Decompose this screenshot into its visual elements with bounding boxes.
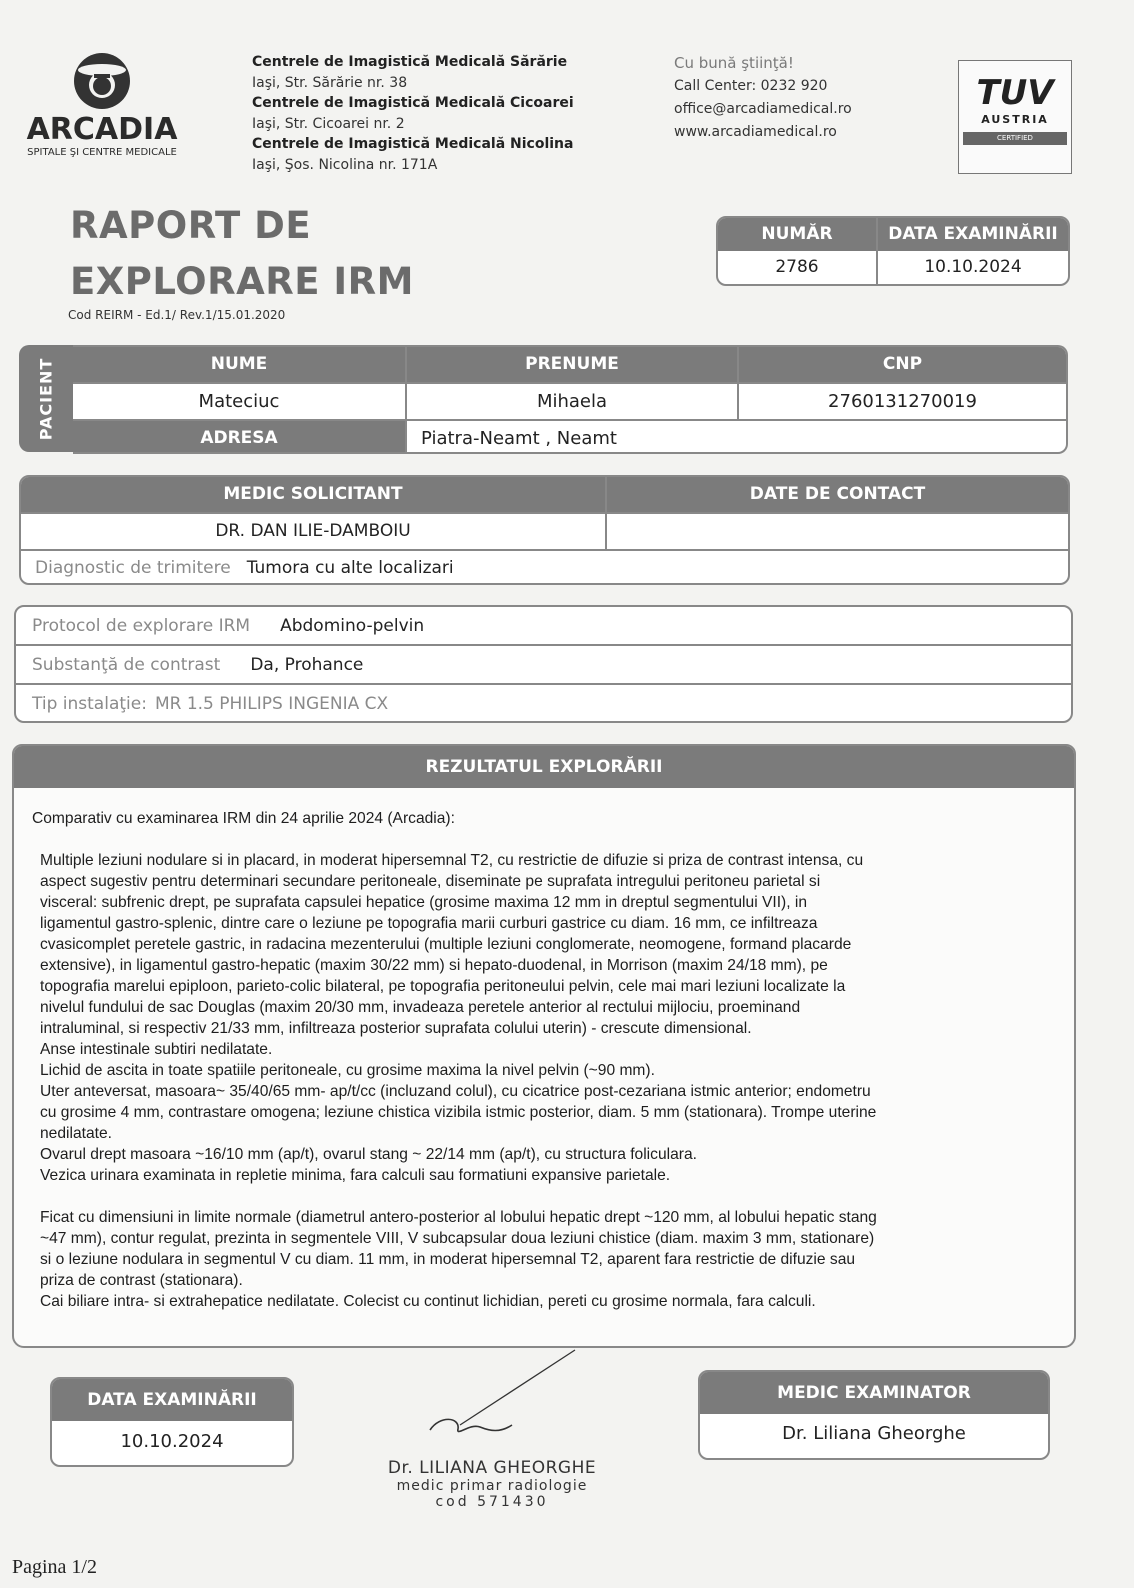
medic-examinator-value: Dr. Liliana Gheorghe (782, 1423, 966, 1444)
protocol-table (14, 605, 1073, 723)
installation-label: Tip instalaţie: (32, 693, 147, 714)
result-line: Multiple leziuni nodulare si in placard, in moderat hipersemnal T2, cu restrictie de difuzie si priza de contrast intensa, cu (40, 852, 864, 869)
medic-solicitant-table (19, 475, 1070, 585)
tuv-mark: TUV (976, 73, 1054, 113)
result-line: Uter anteversat, masoara~ 35/40/65 mm- ap/t/cc (incluzand colul), cu cicatrice post-cezariana istmic anterior; endometru (40, 1083, 871, 1100)
result-line: ligamentul gastro-splenic, dintre care o leziune pe topografia marii curburi gastrice cu diam. 16 mm, ce infiltreaza (40, 915, 818, 932)
nume-header: NUME (73, 347, 407, 382)
result-section (12, 744, 1076, 1348)
cnp-value: 2760131270019 (828, 391, 977, 412)
doctor-stamp (382, 1458, 602, 1510)
stamp-title: medic primar radiologie (396, 1478, 588, 1494)
diagnostic-label: Diagnostic de trimitere (35, 558, 231, 578)
report-title-line1: RAPORT DE (70, 204, 312, 247)
logo-subtitle: SPITALE ŞI CENTRE MEDICALE (27, 147, 177, 158)
footer-date-box (50, 1377, 294, 1467)
result-paragraph-1 (32, 850, 1056, 1186)
installation-value: MR 1.5 PHILIPS INGENIA CX (154, 693, 389, 714)
medic-solicitant-header: MEDIC SOLICITANT (21, 477, 607, 512)
result-line: cu grosime 4 mm, contrastare omogena; leziune chistica vizibila istmic posterior, diam. 5 mm (stationara). Trompe uterine (40, 1104, 877, 1121)
medic-solicitant-value: DR. DAN ILIE-DAMBOIU (21, 514, 607, 549)
page-number: Pagina 1/2 (12, 1556, 97, 1578)
result-paragraph-2 (32, 1207, 1056, 1312)
report-title-line2: EXPLORARE IRM (70, 260, 414, 303)
result-line: nedilatate. (40, 1125, 112, 1142)
data-examinarii-header: DATA EXAMINĂRII (878, 218, 1068, 251)
date-contact-header: DATE DE CONTACT (607, 477, 1068, 512)
footer-date-header: DATA EXAMINĂRII (52, 1379, 292, 1421)
result-line: priza de contrast (stationara). (40, 1272, 243, 1289)
adresa-value: Piatra-Neamt , Neamt (421, 428, 617, 449)
result-line: cvasicomplet peretele gastric, in radacina mezenterului (multiple leziuni conglomerate, neomogene, formand placarde (40, 936, 852, 953)
center-address: Iaşi, Şos. Nicolina nr. 171A (252, 156, 438, 173)
result-line: nivelul fundului de sac Douglas (maxim 20/30 mm, invadeaza peretele anterior al rectului mijlociu, proeminand (40, 999, 801, 1016)
center-name: Centrele de Imagistică Medicală Nicolina (252, 136, 574, 152)
stamp-name: Dr. LILIANA GHEORGHE (387, 1458, 597, 1478)
result-line: Cai biliare intra- si extrahepatice nedilatate. Colecist cu continut lichidian, pereti cu grosime normala, fara calculi. (40, 1293, 816, 1310)
cnp-header: CNP (739, 347, 1066, 382)
footer-date-value: 10.10.2024 (120, 1431, 224, 1452)
centers-list (252, 52, 652, 175)
protocol-row (16, 607, 1071, 644)
contact-info (674, 52, 934, 144)
result-line: visceral: subfrenic drept, pe suprafata capsulei hepatice (grosime maxima 12 mm in dreptul segmentului VII), in (40, 894, 808, 911)
result-line: Ovarul drept masoara ~16/10 mm (ap/t), ovarul stang ~ 22/14 mm (ap/t), cu structura foliculara. (40, 1146, 697, 1163)
numar-header: NUMĂR (718, 218, 878, 251)
result-intro: Comparativ cu examinarea IRM din 24 aprilie 2024 (Arcadia): (32, 810, 455, 827)
diagnostic-row (21, 549, 1068, 585)
medic-examinator-header: MEDIC EXAMINATOR (700, 1372, 1048, 1414)
result-line: Ficat cu dimensiuni in limite normale (diametrul antero-posterior al lobului hepatic drept ~120 mm, al lobului hepatic stang (40, 1209, 877, 1226)
patient-side-text: PACIENT (36, 357, 56, 440)
diagnostic-value: Tumora cu alte localizari (246, 558, 454, 578)
prenume-header: PRENUME (407, 347, 739, 382)
result-line: extensive), in ligamentul gastro-hepatic (maxim 30/22 mm) si hepato-duodenal, in Morrison (maxim 24/18 mm), pe (40, 957, 828, 974)
arcadia-logo-icon (71, 50, 133, 112)
installation-row (16, 683, 1071, 722)
arcadia-logo (22, 50, 182, 158)
website: www.arcadiamedical.ro (674, 124, 837, 140)
date-contact-value (607, 514, 1068, 549)
result-line: aspect sugestiv pentru determinari secundare peritoneale, diseminate pe suprafata intregului peritoneu parietal si (40, 873, 821, 890)
tuv-certification-badge (958, 60, 1072, 174)
center-name: Centrele de Imagistică Medicală Cicoarei (252, 95, 574, 111)
tuv-certified: CERTIFIED (963, 132, 1067, 145)
result-line: Vezica urinara examinata in repletie minima, fara calculi sau formatiuni expansive parietale. (40, 1167, 671, 1184)
center-address: Iaşi, Str. Sărărie nr. 38 (252, 74, 408, 91)
result-line: ~47 mm), contur regulat, prezinta in segmentele VIII, V subcapsular doua leziuni chistice (diam. maxim 3 mm, stationare) (40, 1230, 875, 1247)
patient-side-label (19, 345, 73, 452)
number-date-table (716, 216, 1070, 286)
protocol-label: Protocol de explorare IRM (32, 615, 251, 636)
result-body (14, 788, 1074, 1312)
stamp-code: cod 571430 (435, 1494, 549, 1510)
center-name: Centrele de Imagistică Medicală Sărărie (252, 54, 568, 70)
patient-table (73, 345, 1068, 454)
greeting: Cu bună ştiinţă! (674, 54, 794, 72)
data-examinarii-value: 10.10.2024 (924, 257, 1022, 277)
result-header: REZULTATUL EXPLORĂRII (14, 746, 1074, 788)
protocol-value: Abdomino-pelvin (280, 615, 425, 636)
numar-value: 2786 (718, 251, 878, 284)
result-line: Lichid de ascita in toate spatiile peritoneale, cu grosime maxima la nivel pelvin (~90 mm). (40, 1062, 655, 1079)
contrast-row (16, 644, 1071, 683)
tuv-country: AUSTRIA (981, 113, 1049, 126)
result-line: Anse intestinale subtiri nedilatate. (40, 1041, 273, 1058)
document-code: Cod REIRM - Ed.1/ Rev.1/15.01.2020 (68, 308, 286, 322)
contrast-label: Substanţă de contrast (32, 654, 221, 675)
result-line: intraluminal, si respectiv 21/33 mm, infiltreaza posterior suprafata colului uterin) - crescute dimensional. (40, 1020, 752, 1037)
email: office@arcadiamedical.ro (674, 101, 852, 117)
logo-brand: ARCADIA (26, 112, 178, 147)
adresa-header: ADRESA (73, 421, 407, 454)
prenume-value: Mihaela (407, 384, 739, 419)
result-line: si o leziune nodulara in segmentul V cu diam. 11 mm, in moderat hipersemnal T2, aparent fara restrictie de difuzie sau (40, 1251, 856, 1268)
call-center: Call Center: 0232 920 (674, 78, 828, 94)
medic-examinator-box (698, 1370, 1050, 1460)
center-address: Iaşi, Str. Cicoarei nr. 2 (252, 115, 405, 132)
result-line: topografia marelui epiploon, parieto-colic bilateral, pe topografia peritoneului pelvin, cele mai mari leziuni localizate la (40, 978, 846, 995)
report-title (70, 198, 414, 310)
nume-value: Mateciuc (73, 384, 407, 419)
contrast-value: Da, Prohance (250, 654, 364, 675)
signature (400, 1345, 600, 1455)
